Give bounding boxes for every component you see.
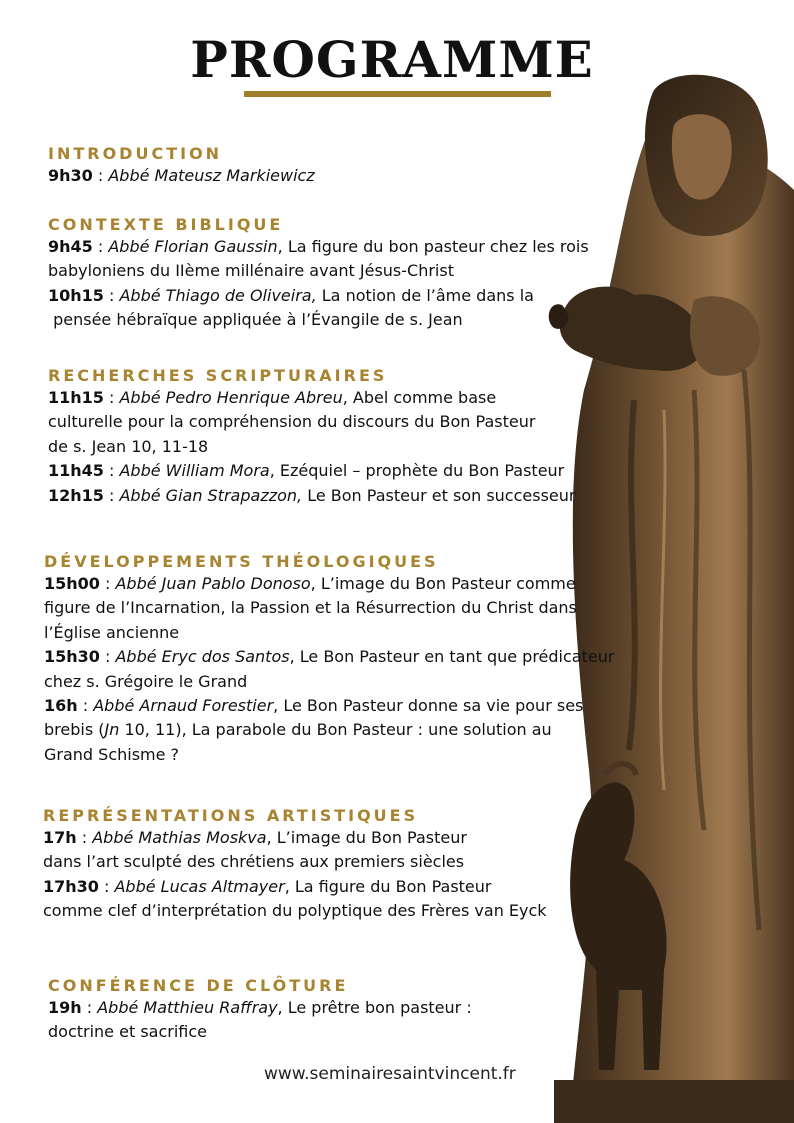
program-item — [48, 164, 315, 188]
item-title-continued: dans l’art sculpté des chrétiens aux premiers siècles — [43, 852, 465, 872]
book-reference: Jn — [104, 720, 120, 740]
item-separator: : — [92, 166, 109, 185]
item-speaker: Abbé Pedro Henrique Abreu — [119, 388, 343, 407]
section-heading: DÉVELOPPEMENTS THÉOLOGIQUES — [44, 552, 439, 571]
section-heading: CONFÉRENCE DE CLÔTURE — [48, 976, 349, 995]
item-title-continued: culturelle pour la compréhension du discours du Bon Pasteur — [48, 412, 536, 432]
item-title-text: 10, 11), La parabole du Bon Pasteur : une solution au — [119, 720, 552, 740]
item-speaker: Abbé Thiago de Oliveira, — [119, 285, 317, 305]
item-separator: : — [81, 998, 98, 1017]
section-representations-artistiques — [43, 806, 547, 924]
program-item — [48, 484, 575, 508]
program-item — [43, 875, 547, 899]
section-heading: RECHERCHES SCRIPTURAIRES — [48, 366, 388, 385]
program-item — [48, 284, 589, 308]
item-separator: : — [103, 461, 120, 481]
item-speaker: Abbé William Mora — [119, 461, 270, 481]
item-speaker: Abbé Mateusz Markiewicz — [108, 166, 315, 185]
item-time: 17h30 — [43, 876, 99, 896]
item-speaker: Abbé Juan Pablo Donoso — [115, 574, 311, 593]
item-title-continued: pensée hébraïque appliquée à l’Évangile de s. Jean — [48, 310, 463, 330]
program-item — [44, 645, 614, 669]
item-title-continued: de s. Jean 10, 11-18 — [48, 436, 209, 456]
item-time: 11h45 — [48, 461, 104, 481]
item-speaker: Abbé Matthieu Raffray — [97, 998, 278, 1017]
section-recherches-scripturaires — [48, 366, 575, 508]
item-separator: : — [76, 828, 93, 847]
item-title: , L’image du Bon Pasteur comme — [310, 574, 576, 593]
item-time: 15h00 — [44, 574, 100, 593]
item-title: , L’image du Bon Pasteur — [266, 828, 467, 847]
program-item — [44, 694, 614, 718]
item-separator: : — [92, 237, 109, 256]
section-heading: CONTEXTE BIBLIQUE — [48, 215, 284, 234]
item-separator: : — [103, 485, 120, 505]
item-time: 9h45 — [48, 237, 93, 256]
item-separator: : — [103, 388, 120, 407]
item-title: , La figure du bon pasteur chez les rois — [277, 237, 589, 256]
item-title-continued — [44, 718, 614, 742]
item-title: , Le Bon Pasteur en tant que prédicateur — [289, 647, 615, 667]
item-title: , Le prêtre bon pasteur : — [277, 998, 472, 1017]
item-time: 19h — [48, 998, 82, 1017]
item-title-continued: figure de l’Incarnation, la Passion et la Résurrection du Christ dans — [44, 598, 577, 618]
item-time: 16h — [44, 696, 78, 716]
program-item — [48, 235, 589, 259]
item-speaker: Abbé Lucas Altmayer — [114, 876, 285, 896]
program-item — [43, 826, 547, 850]
section-developpements-theologiques — [44, 552, 614, 767]
item-title-continued: doctrine et sacrifice — [48, 1022, 207, 1042]
item-separator: : — [103, 285, 120, 305]
page-title: PROGRAMME — [190, 30, 594, 89]
item-time: 15h30 — [44, 647, 100, 667]
item-separator: : — [77, 696, 94, 716]
item-title: , Ezéquiel – prophète du Bon Pasteur — [269, 461, 565, 481]
item-title-continued: comme clef d’interprétation du polyptique des Frères van Eyck — [43, 901, 547, 921]
item-time: 17h — [43, 828, 77, 847]
program-item — [48, 459, 575, 483]
website-url: www.seminairesaintvincent.fr — [264, 1064, 516, 1084]
item-title-continued: Grand Schisme ? — [44, 744, 180, 764]
item-title-continued: l’Église ancienne — [44, 622, 180, 642]
item-separator: : — [98, 876, 115, 896]
item-title-continued: babyloniens du IIème millénaire avant Jésus-Christ — [48, 261, 454, 281]
item-time: 11h15 — [48, 388, 104, 407]
item-title: Le Bon Pasteur et son successeur — [302, 485, 576, 505]
item-speaker: Abbé Mathias Moskva — [92, 828, 267, 847]
title-underline — [244, 91, 551, 97]
item-speaker: Abbé Gian Strapazzon, — [119, 485, 303, 505]
item-separator: : — [99, 647, 116, 667]
item-speaker: Abbé Florian Gaussin — [108, 237, 278, 256]
item-time: 12h15 — [48, 485, 104, 505]
section-heading: REPRÉSENTATIONS ARTISTIQUES — [43, 806, 419, 825]
item-speaker: Abbé Arnaud Forestier — [93, 696, 274, 716]
program-item — [48, 386, 575, 410]
item-title-continued: chez s. Grégoire le Grand — [44, 671, 248, 691]
item-speaker: Abbé Eryc dos Santos — [115, 647, 290, 667]
section-heading: INTRODUCTION — [48, 144, 223, 163]
item-title: La notion de l’âme dans la — [316, 285, 534, 305]
program-item — [48, 996, 472, 1020]
item-separator: : — [99, 574, 116, 593]
item-title: , La figure du Bon Pasteur — [284, 876, 492, 896]
item-title-text: brebis ( — [44, 720, 105, 740]
section-contexte-biblique — [48, 215, 589, 333]
section-conference-de-cloture — [48, 976, 472, 1045]
item-title: , Le Bon Pasteur donne sa vie pour ses — [273, 696, 584, 716]
item-time: 10h15 — [48, 285, 104, 305]
program-item — [44, 572, 614, 596]
item-title: , Abel comme base — [342, 388, 497, 407]
section-introduction — [48, 144, 315, 188]
item-time: 9h30 — [48, 166, 93, 185]
